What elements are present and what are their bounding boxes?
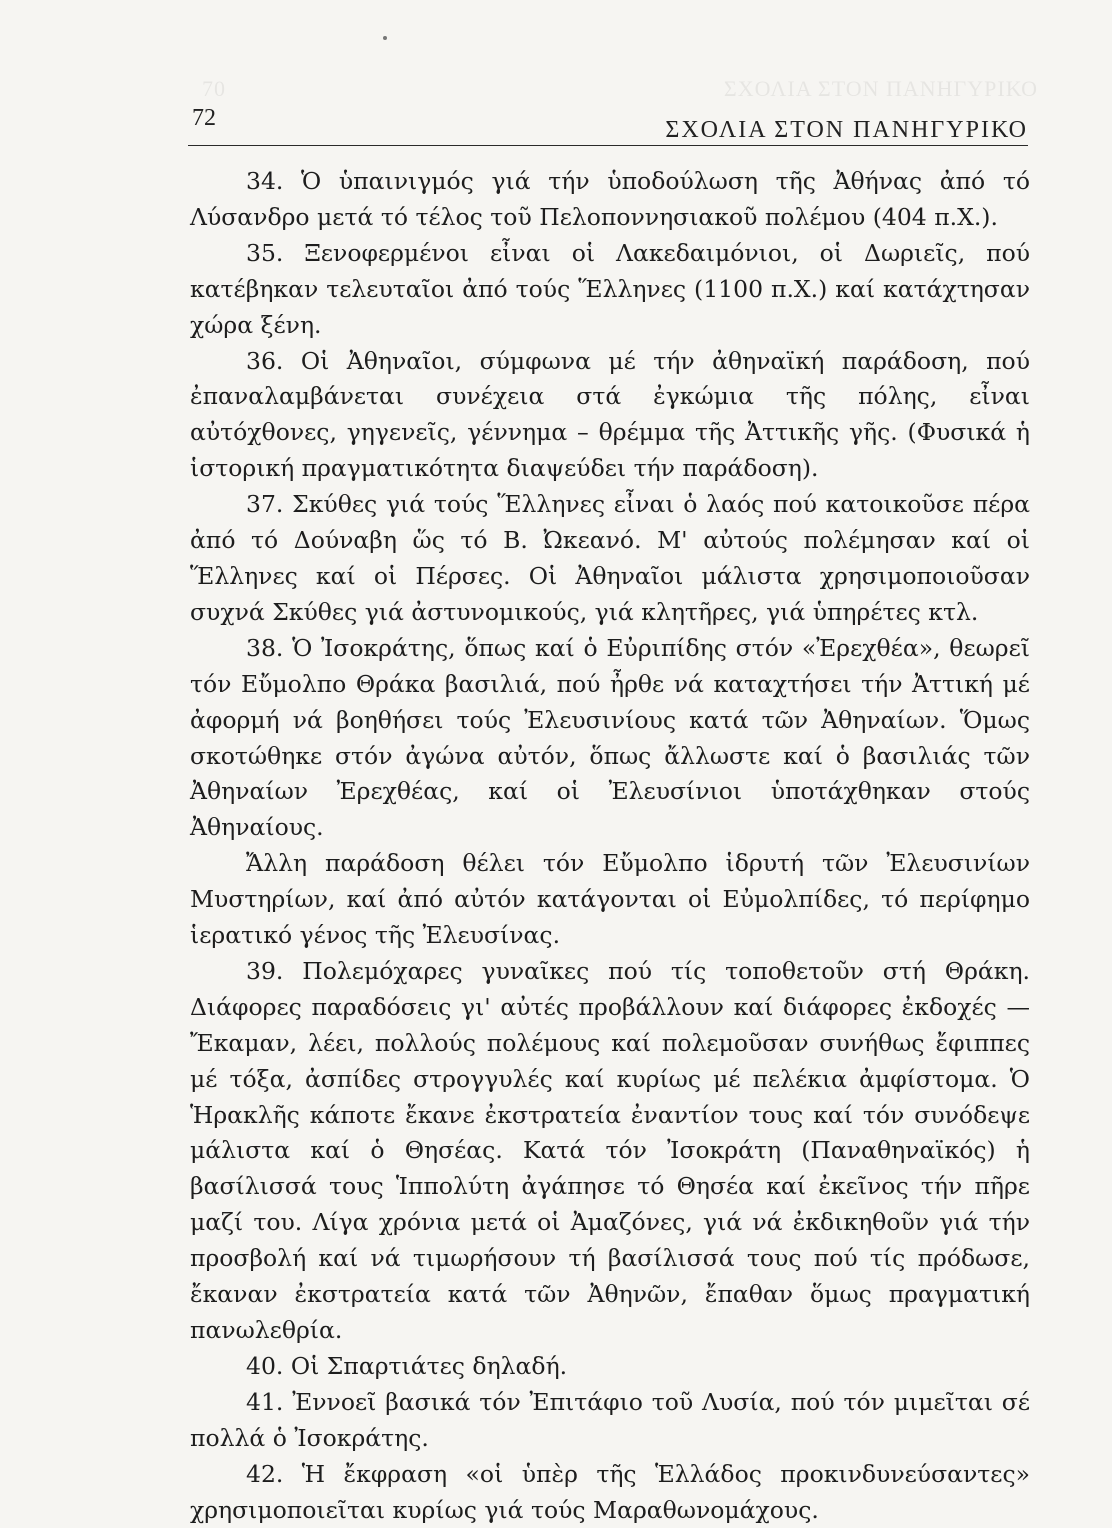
note-35: 35. Ξενοφερμένοι εἶναι οἱ Λακεδαιμόνιοι, οἱ Δωριεῖς, πού κατέβηκαν τελευταῖοι ἀπό τούς Ἕλληνες (1100 π.Χ.) καί κατάχτησαν χώρα ξένη. (190, 238, 1030, 339)
note-36: 36. Οἱ Ἀθηναῖοι, σύμφωνα μέ τήν ἀθηναϊκή παράδοση, πού ἐπαναλαμβάνεται συνέχεια στά ἐγκώμια τῆς πόλης, εἶναι αὐτόχθονες, γηγενεῖς, γέννημα – θρέμμα τῆς Ἀττικῆς γῆς. (Φυσικά ἡ ἱστορική πραγματικότητα διαψεύδει τήν παράδοση). (190, 346, 1030, 483)
page-number: 72 (192, 105, 216, 131)
note-39: 39. Πολεμόχαρες γυναῖκες πού τίς τοποθετοῦν στή Θράκη. Διάφορες παραδόσεις γι' αὐτές προβάλλουν καί διάφορες ἐκδοχές — Ἔκαμαν, λέει, πολλούς πολέμους καί πολεμοῦσαν συνήθως ἔφιππες μέ τόξα, ἀσπίδες στρογγυλές καί κυρίως μέ πελέκια ἀμφίστομα. Ὁ Ἡρακλῆς κάποτε ἔκανε ἐκστρατεία ἐναντίον τους καί τόν συνόδεψε μάλιστα καί ὁ Θησέας. Κατά τόν Ἰσοκράτη (Παναθηναϊκός) ἡ βασίλισσά τους Ἱππολύτη ἀγάπησε τό Θησέα καί ἐκεῖνος τήν πῆρε μαζί του. Λίγα χρόνια μετά οἱ Ἀμαζόνες, γιά νά ἐκδικηθοῦν γιά τήν προσβολή καί νά τιμωρήσουν τή βασίλισσά τους πού τίς πρόδωσε, ἔκαναν ἐκστρατεία κατά τῶν Ἀθηνῶν, ἔπαθαν ὅμως πραγματική πανωλεθρία. (190, 956, 1030, 1344)
note-41: 41. Ἐννοεῖ βασικά τόν Ἐπιτάφιο τοῦ Λυσία, πού τόν μιμεῖται σέ πολλά ὁ Ἰσοκράτης. (190, 1387, 1030, 1452)
note-42: 42. Ἡ ἔκφραση «οἱ ὑπὲρ τῆς Ἑλλάδος προκινδυνεύσαντες» χρησιμοποιεῖται κυρίως γιά τούς Μαραθωνομάχους. (190, 1459, 1030, 1524)
note-37: 37. Σκύθες γιά τούς Ἕλληνες εἶναι ὁ λαός πού κατοικοῦσε πέρα ἀπό τό Δούναβη ὥς τό Β. Ὠκεανό. Μ' αὐτούς πολέμησαν καί οἱ Ἕλληνες καί οἱ Πέρσες. Οἱ Ἀθηναῖοι μάλιστα χρησιμοποιοῦσαν συχνά Σκύθες γιά ἀστυνομικούς, γιά κλητῆρες, γιά ὑπηρέτες κτλ. (190, 490, 1030, 626)
running-head: ΣΧΟΛΙΑ ΣΤΟΝ ΠΑΝΗΓΥΡΙΚΟ (665, 117, 1028, 143)
note-38-continued: Ἄλλη παράδοση θέλει τόν Εὔμολπο ἱδρυτή τῶν Ἐλευσινίων Μυστηρίων, καί ἀπό αὐτόν κατάγονται οἱ Εὐμολπίδες, τό περίφημο ἱερατικό γένος τῆς Ἐλευσίνας. (190, 849, 1030, 950)
paper-speck (383, 36, 387, 40)
note-38: 38. Ὁ Ἰσοκράτης, ὅπως καί ὁ Εὐριπίδης στόν «Ἐρεχθέα», θεωρεῖ τόν Εὔμολπο Θράκα βασιλιά, πού ἦρθε νά καταχτήσει τήν Ἀττική μέ ἀφορμή νά βοηθήσει τούς Ἐλευσινίους κατά τῶν Ἀθηναίων. Ὅμως σκοτώθηκε στόν ἀγώνα αὐτόν, ὅπως ἄλλωστε καί ὁ βασιλιάς τῶν Ἀθηναίων Ἐρεχθέας, καί οἱ Ἐλευσίνιοι ὑποτάχθηκαν στούς Ἀθηναίους. (190, 633, 1030, 842)
notes-body (190, 164, 1030, 1528)
note-40: 40. Οἱ Σπαρτιάτες δηλαδή. (246, 1351, 568, 1380)
show-through-running-head: ΣΧΟΛΙΑ ΣΤΟΝ ΠΑΝΗΓΥΡΙΚΟ (723, 76, 1038, 101)
show-through-page-number: 70 (202, 76, 226, 101)
note-34: 34. Ὁ ὑπαινιγμός γιά τήν ὑποδούλωση τῆς Ἀθήνας ἀπό τό Λύσανδρο μετά τό τέλος τοῦ Πελοποννησιακοῦ πολέμου (404 π.Χ.). (190, 167, 1030, 231)
page-header (188, 105, 1028, 146)
